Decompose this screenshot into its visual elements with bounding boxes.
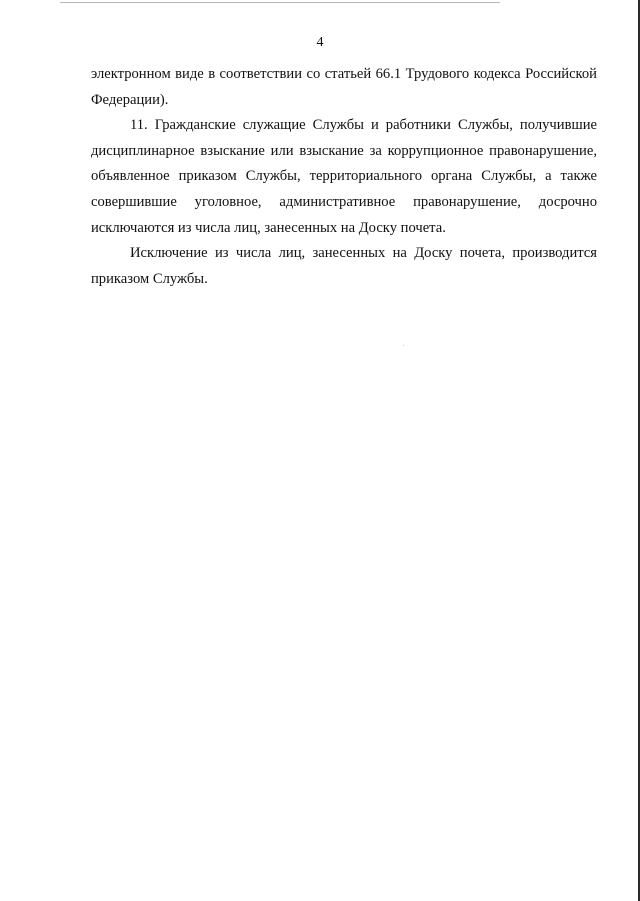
paragraph-item-11: 11. Гражданские служащие Службы и работники Службы, получившие дисциплинарное взыскание или взыскание за коррупционное правонарушение, объявленное приказом Службы, территориального органа Службы, а также совершившие уголовное, административное правонарушение, досрочно исключаются из числа лиц, занесенных на Доску почета.	[91, 117, 597, 236]
paragraph-continuation: электронном виде в соответствии со статьей 66.1 Трудового кодекса Российской Федерации).	[91, 66, 597, 108]
scan-artifact-top-line	[60, 2, 500, 3]
page-number: 4	[316, 35, 324, 50]
scan-artifact-speck	[403, 345, 404, 346]
paragraph-exclusion-order: Исключение из числа лиц, занесенных на Доску почета, производится приказом Службы.	[91, 245, 597, 287]
document-body	[91, 62, 597, 292]
